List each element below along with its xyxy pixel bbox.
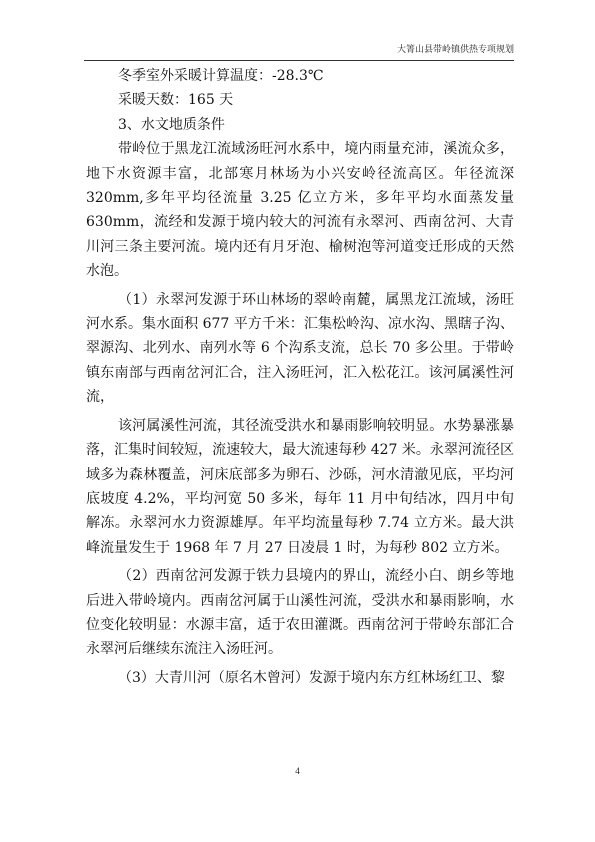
header-title: 大箐山县带岭镇供热专项规划 — [396, 45, 514, 55]
page-number: 4 — [295, 766, 300, 776]
paragraph-hydrology-overview: 带岭位于黑龙江流域汤旺河水系中，境内雨量充沛，溪流众多，地下水资源丰富，北部寒月林场为小兴安岭径流高区。年径流深 320mm,多年平均径流量 3.25 亿立方米，多年平均水面蒸发量 630mm，流经和发源于境内较大的河流有永翠河、西南岔河、大青川河三条主要河流。境内还有月牙泡、榆树泡等河道变迁形成的天然水泡。 — [86, 141, 514, 280]
paragraph-daqingchuan-river: （3）大青川河（原名木曾河）发源于境内东方红林场红卫、黎 — [118, 669, 505, 686]
page-header — [84, 38, 514, 61]
section-heading-hydrogeology: 3、水文地质条件 — [118, 116, 225, 133]
document-body — [86, 64, 514, 694]
paragraph-heating-temperature: 冬季室外采暖计算温度：-28.3℃ — [118, 68, 324, 84]
paragraph-yongcui-river: （1）永翠河发源于环山林场的翠岭南麓，属黑龙江流域，汤旺河水系。集水面积 677 平方千米：汇集松岭沟、凉水沟、黑瞎子沟、翠源沟、北列水、南列水等 6 个沟系支流，总长 70 多公里。于带岭镇东南部与西南岔河汇合，注入汤旺河，汇入松花江。该河属溪性河流， — [86, 291, 514, 406]
paragraph-heating-days: 采暖天数：165 天 — [118, 92, 234, 109]
paragraph-xinancha-river: （2）西南岔河发源于铁力县境内的界山，流经小白、朗乡等地后进入带岭境内。西南岔河属于山溪性河流，受洪水和暴雨影响，水位变化较明显：水源丰富，适于农田灌溉。西南岔河于带岭东部汇合永翠河后继续东流注入汤旺河。 — [86, 568, 514, 658]
paragraph-yongcui-river-flow: 该河属溪性河流，其径流受洪水和暴雨影响较明显。水势暴涨暴落，汇集时间较短，流速较大，最大流速每秒 427 米。永翠河流径区域多为森林覆盖，河床底部多为卵石、沙砾，河水清澈见底，平均河底坡度 4.2%，平均河宽 50 多米，每年 11 月中旬结冰，四月中旬解冻。永翠河水力资源雄厚。年平均流量每秒 7.74 立方米。最大洪峰流量发生于 1968 年 7 月 27 日凌晨 1 时，为每秒 802 立方米。 — [86, 417, 514, 556]
